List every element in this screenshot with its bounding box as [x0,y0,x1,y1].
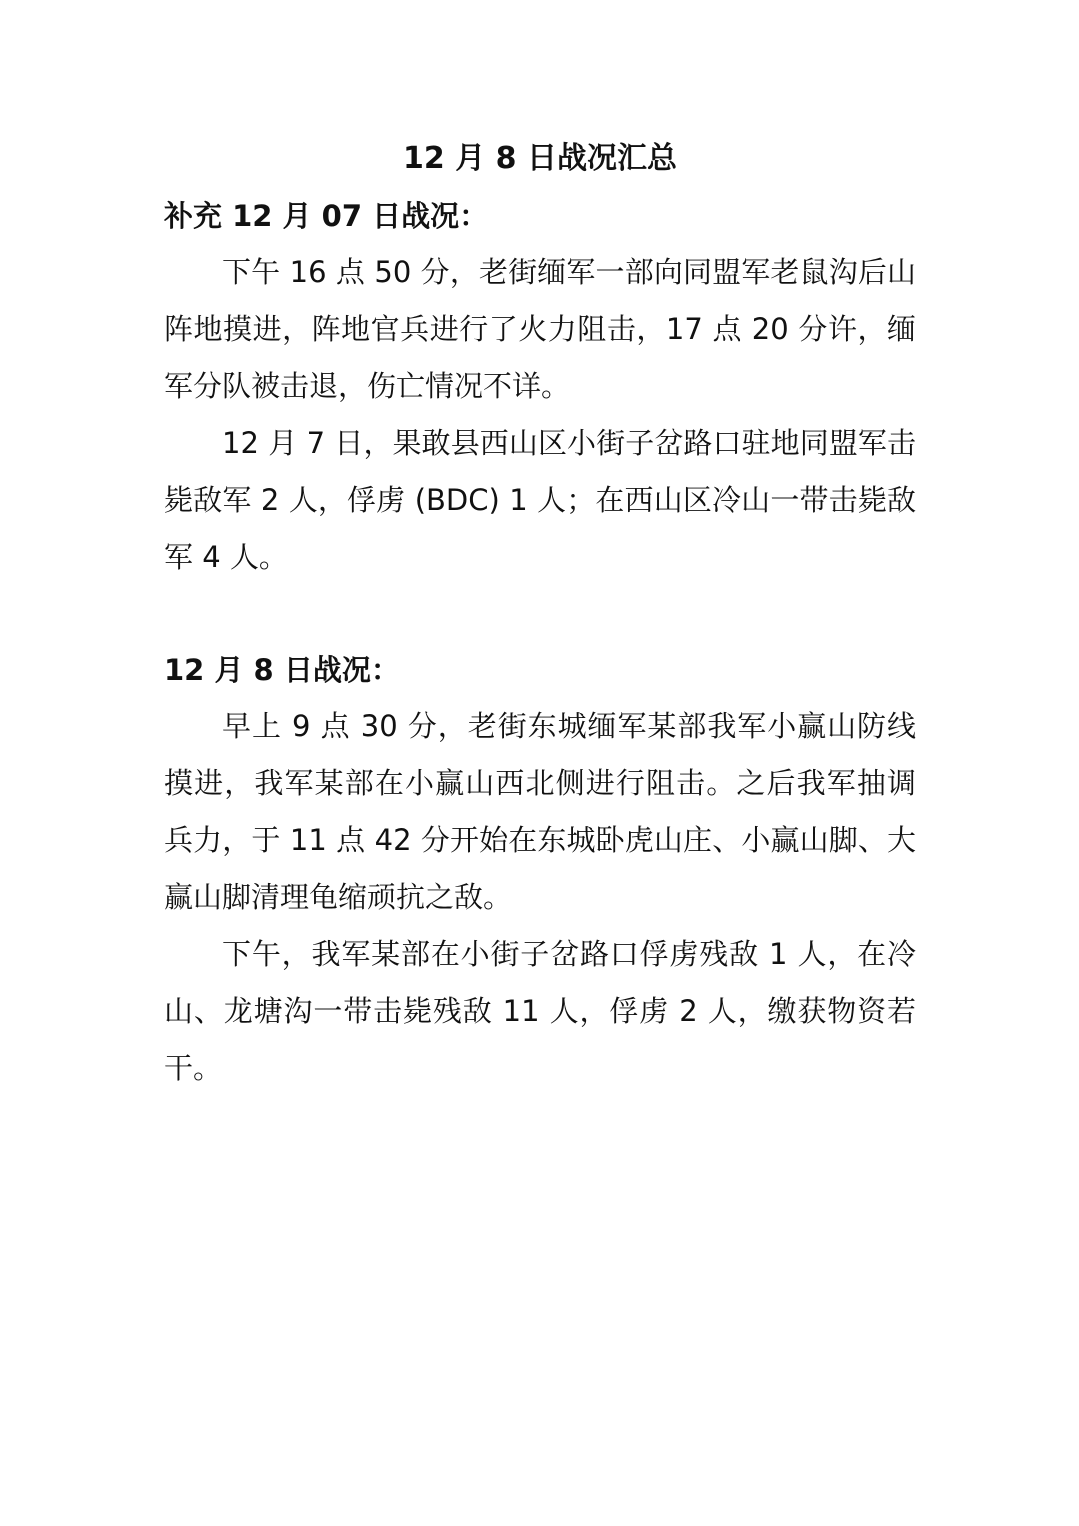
paragraph: 下午，我军某部在小街子岔路口俘虏残敌 1 人，在冷山、龙塘沟一带击毙残敌 11 人，俘虏 2 人，缴获物资若干。 [164,937,916,1085]
document-page [164,130,916,1097]
section-dec-08 [164,642,916,1097]
paragraph: 早上 9 点 30 分，老街东城缅军某部我军小赢山防线摸进，我军某部在小赢山西北侧进行阻击。之后我军抽调兵力，于 11 点 42 分开始在东城卧虎山庄、小赢山脚、大赢山脚清理龟缩顽抗之敌。 [164,709,916,914]
section-spacer [164,586,916,642]
document-title: 12 月 8 日战况汇总 [403,141,677,176]
section-dec-07 [164,188,916,586]
section-heading: 12 月 8 日战况： [164,653,400,687]
paragraph: 下午 16 点 50 分，老街缅军一部向同盟军老鼠沟后山阵地摸进，阵地官兵进行了火力阻击，17 点 20 分许，缅军分队被击退，伤亡情况不详。 [164,255,916,403]
section-heading: 补充 12 月 07 日战况： [164,199,489,233]
paragraph: 12 月 7 日，果敢县西山区小街子岔路口驻地同盟军击毙敌军 2 人，俘虏 (BDC) 1 人；在西山区冷山一带击毙敌军 4 人。 [164,426,916,574]
